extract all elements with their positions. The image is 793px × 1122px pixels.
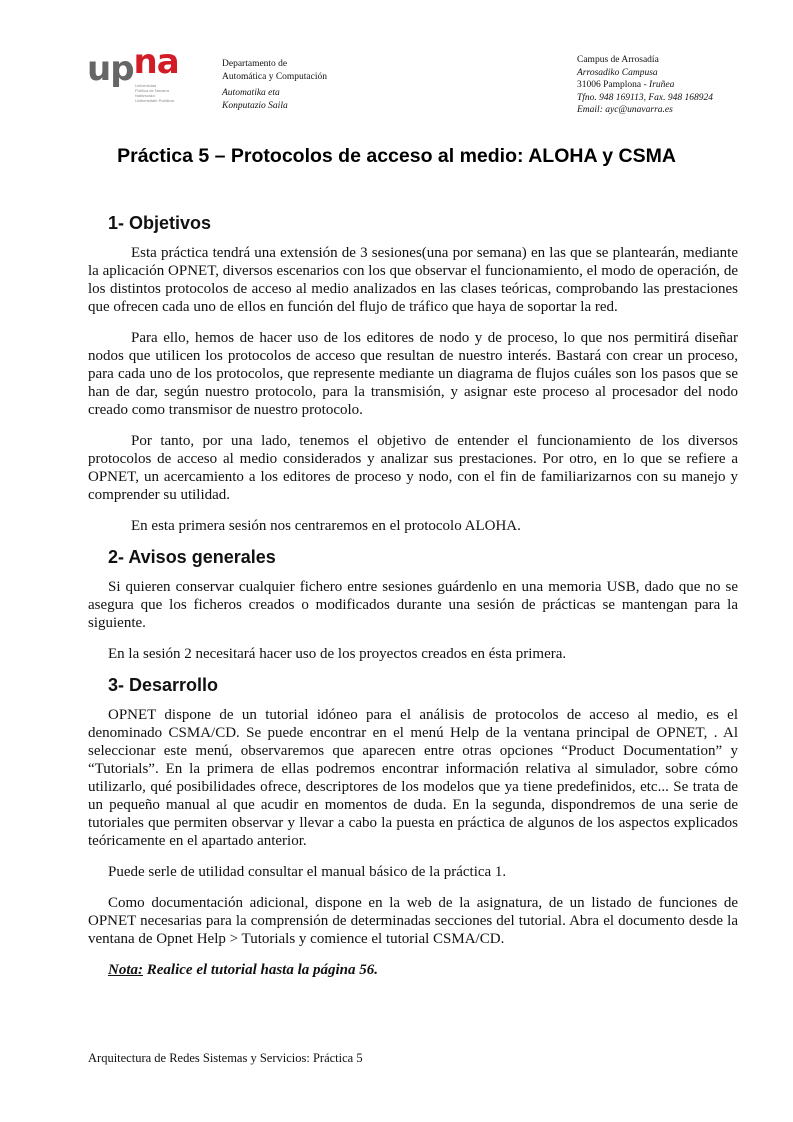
upna-logo <box>87 42 207 112</box>
paragraph: En esta primera sesión nos centraremos en el protocolo ALOHA. <box>131 518 521 534</box>
campus-email: Email: ayc@unavarra.es <box>577 105 673 115</box>
paragraph: Esta práctica tendrá una extensión de 3 sesiones(una por semana) en las que se plantearán, mediante la aplicación OPNET, diversos escenarios con los que observar el funcionamiento, el modo de operación, de los distintos protocolos de acceso al medio analizados en las clases teóricas, comprobando las prestaciones que ofrecen cada uno de ellos en función del flujo de tráfico que haya de soportar la red. <box>88 245 738 315</box>
logo-up-text: up <box>87 49 134 89</box>
page-footer: Arquitectura de Redes Sistemas y Servicios: Práctica 5 <box>88 1051 363 1065</box>
department-line: Automática y Computación <box>222 71 328 82</box>
note-text: Realice el tutorial hasta la página 56. <box>143 962 379 978</box>
section-heading-avisos: 2- Avisos generales <box>108 547 276 567</box>
department-line: Departamento de <box>222 59 288 69</box>
paragraph: Si quieren conservar cualquier fichero entre sesiones guárdenlo en una memoria USB, dado que no se asegura que los ficheros creados o modificados durante una sesión de prácticas se mantengan para la siguiente. <box>88 579 738 631</box>
paragraph: Para ello, hemos de hacer uso de los editores de nodo y de proceso, lo que nos permitirá diseñar nodos que utilicen los protocolos de acceso que resultan de nuestro interés. Bastará con crear un proceso, para cada uno de los protocolos, que represente mediante un diagrama de flujos cuáles son los pasos que se han de dar, según nuestro protocolo, para la transmisión, y asignar este proceso al procesador del nodo creado como transmisor de nuestro protocolo. <box>88 330 738 418</box>
campus-block <box>577 54 713 117</box>
paragraph: OPNET dispone de un tutorial idóneo para el análisis de protocolos de acceso al medio, es el denominado CSMA/CD. Se puede encontrar en el menú Help de la ventana principal de OPNET, . Al seleccionar este menú, observaremos que aparecen entre otras opciones “Product Documentation” y “Tutorials”. En la primera de ellas podremos encontrar información relativa al simulador, sobre cómo utilizarlo, qué posibilidades ofrece, descriptores de los modelos que ya tiene predefinidos, etc... Se trata de un pequeño manual al que acudir en momentos de duda. En la segunda, dispondremos de una serie de tutoriales que permiten observar y llevar a cabo la puesta en práctica de algunos de los aspectos explicados teóricamente en el apartado anterior. <box>88 707 738 849</box>
note <box>108 961 738 979</box>
paragraph: Como documentación adicional, dispone en la web de la asignatura, de un listado de funciones de OPNET necesarias para la comprensión de determinadas secciones del tutorial. Abra el documento desde la ventana de Opnet Help > Tutorials y comience el tutorial CSMA/CD. <box>88 895 738 947</box>
paragraph: Por tanto, por una lado, tenemos el objetivo de entender el funcionamiento de los diversos protocolos de acceso al medio considerados y analizar sus prestaciones. Por otro, en lo que se refiere a OPNET, un acercamiento a los editores de proceso y nodo, con el fin de familiarizarnos con su manejo y comprender su utilidad. <box>88 433 738 503</box>
logo-subtitle: Universidad Pública de Navarra Nafarroako Unibertsitate Publikoa <box>135 83 174 103</box>
page-title: Práctica 5 – Protocolos de acceso al medio: ALOHA y CSMA <box>117 145 676 167</box>
note-label: Nota: <box>108 962 143 978</box>
campus-line: Campus de Arrosadía <box>577 55 659 65</box>
section-heading-desarrollo: 3- Desarrollo <box>108 675 219 695</box>
campus-line: Arrosadiko Campusa <box>577 67 658 78</box>
department-eu-line: Konputazio Saila <box>222 100 288 111</box>
paragraph: En la sesión 2 necesitará hacer uso de los proyectos creados en ésta primera. <box>108 646 567 662</box>
campus-address: 31006 Pamplona - Iruñea <box>577 80 675 90</box>
document-body <box>88 212 738 979</box>
department-eu-line: Automatika eta <box>222 88 280 98</box>
section-heading-objetivos: 1- Objetivos <box>108 213 212 233</box>
logo-na-text: na <box>133 42 179 82</box>
campus-phone: Tfno. 948 169113, Fax. 948 168924 <box>577 92 713 103</box>
paragraph: Puede serle de utilidad consultar el manual básico de la práctica 1. <box>108 864 507 880</box>
department-block <box>222 58 327 112</box>
